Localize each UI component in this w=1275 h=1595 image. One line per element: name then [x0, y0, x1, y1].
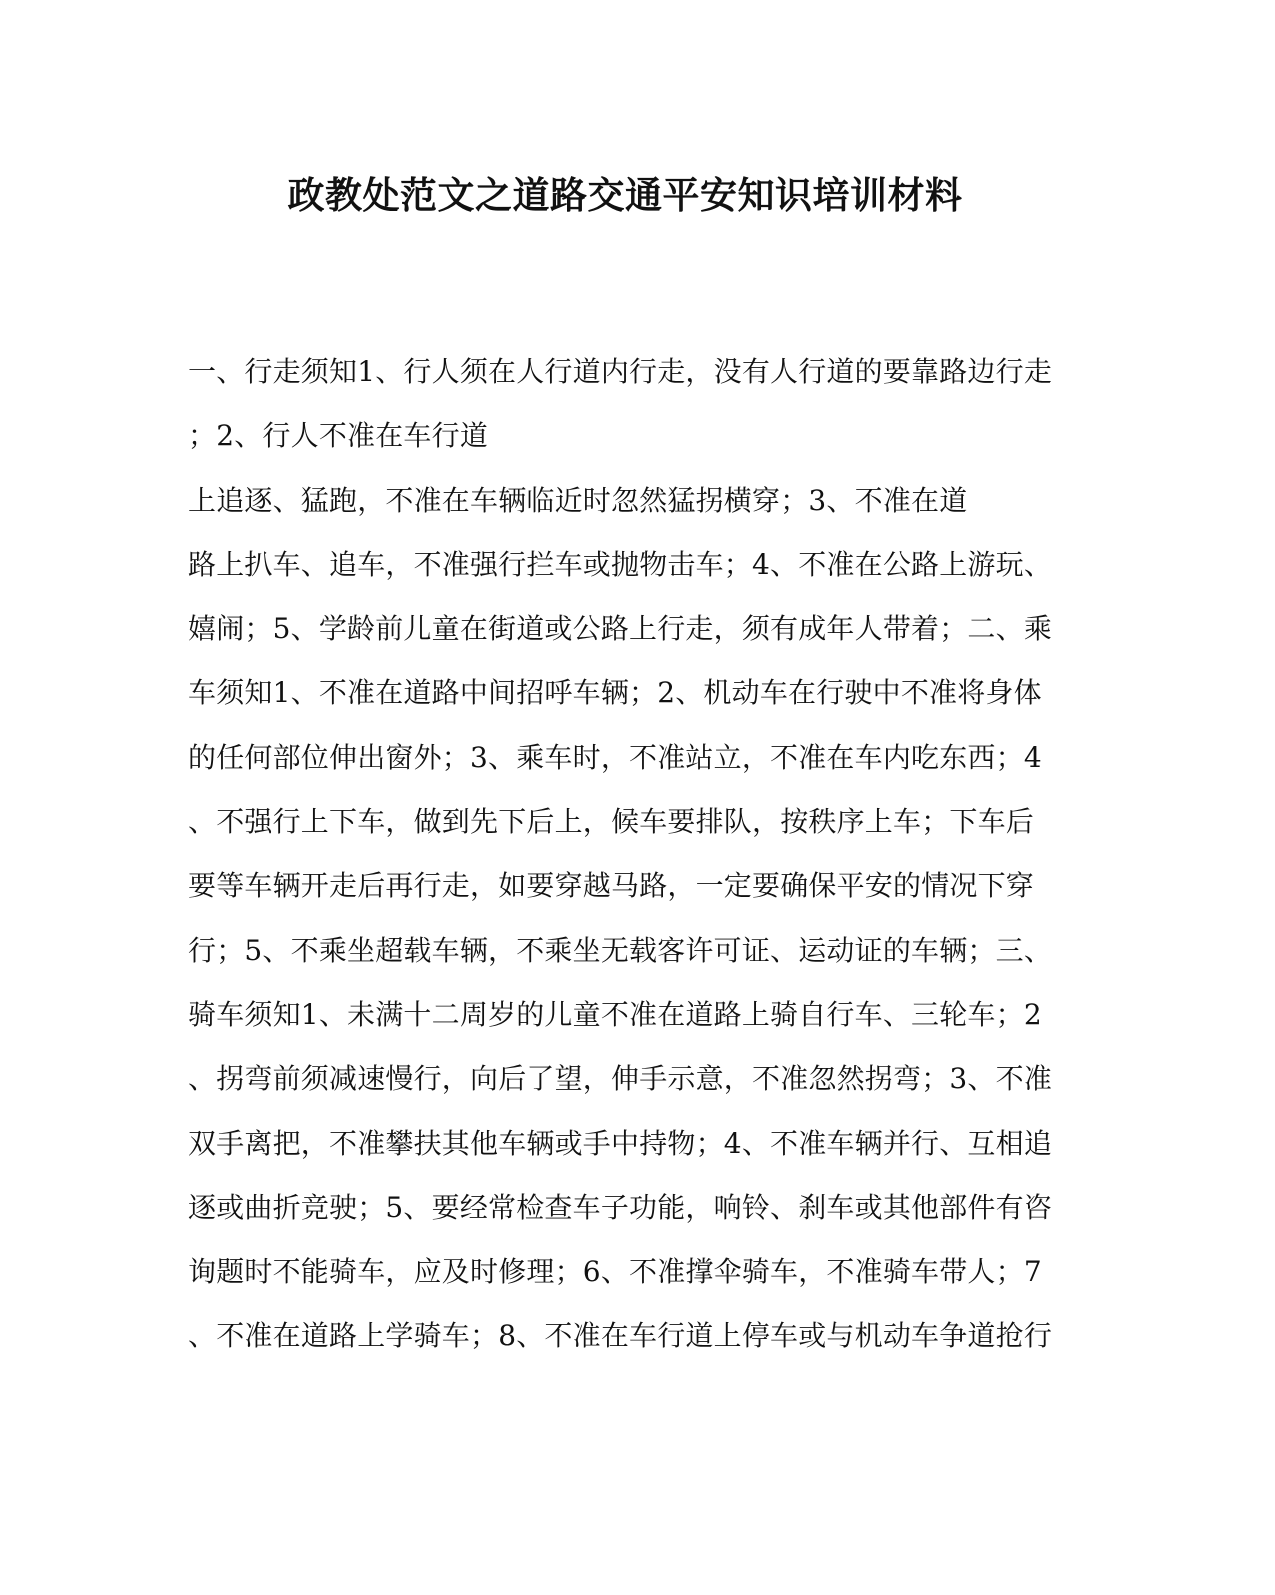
body-line: 、拐弯前须减速慢行，向后了望，伸手示意，不准忽然拐弯；3、不准 [188, 1062, 1053, 1096]
body-line: 一、行走须知1、行人须在人行道内行走，没有人行道的要靠路边行走 [188, 355, 1053, 388]
body-line: 要等车辆开走后再行走，如要穿越马路，一定要确保平安的情况下穿 [188, 869, 1035, 903]
body-line: ；2、行人不准在车行道 [188, 419, 489, 453]
body-line: 车须知1、不准在道路中间招呼车辆；2、机动车在行驶中不准将身体 [188, 676, 1042, 710]
body-line: 的任何部位伸出窗外；3、乘车时，不准站立，不准在车内吃东西；4 [188, 740, 1042, 774]
document-title: 政教处范文之道路交通平安知识培训材料 [287, 173, 963, 217]
body-line: 双手离把，不准攀扶其他车辆或手中持物；4、不准车辆并行、互相追 [188, 1126, 1053, 1160]
body-line: 、不准在道路上学骑车；8、不准在车行道上停车或与机动车争道抢行 [188, 1319, 1053, 1353]
body-line: 、不强行上下车，做到先下后上，候车要排队，按秩序上车；下车后 [188, 805, 1035, 839]
body-line: 上追逐、猛跑，不准在车辆临近时忽然猛拐横穿；3、不准在道 [188, 483, 968, 517]
body-line: 骑车须知1、未满十二周岁的儿童不准在道路上骑自行车、三轮车；2 [188, 997, 1042, 1031]
body-line: 行；5、不乘坐超载车辆，不乘坐无载客许可证、运动证的车辆；三、 [188, 933, 1053, 967]
document-body [188, 340, 1088, 1369]
body-line: 逐或曲折竞驶；5、要经常检查车子功能，响铃、刹车或其他部件有咨 [188, 1190, 1053, 1224]
body-line: 询题时不能骑车，应及时修理；6、不准撑伞骑车，不准骑车带人；7 [188, 1255, 1042, 1289]
body-line: 路上扒车、追车，不准强行拦车或抛物击车；4、不准在公路上游玩、 [188, 547, 1053, 581]
body-line: 嬉闹；5、学龄前儿童在街道或公路上行走，须有成年人带着；二、乘 [188, 612, 1053, 646]
